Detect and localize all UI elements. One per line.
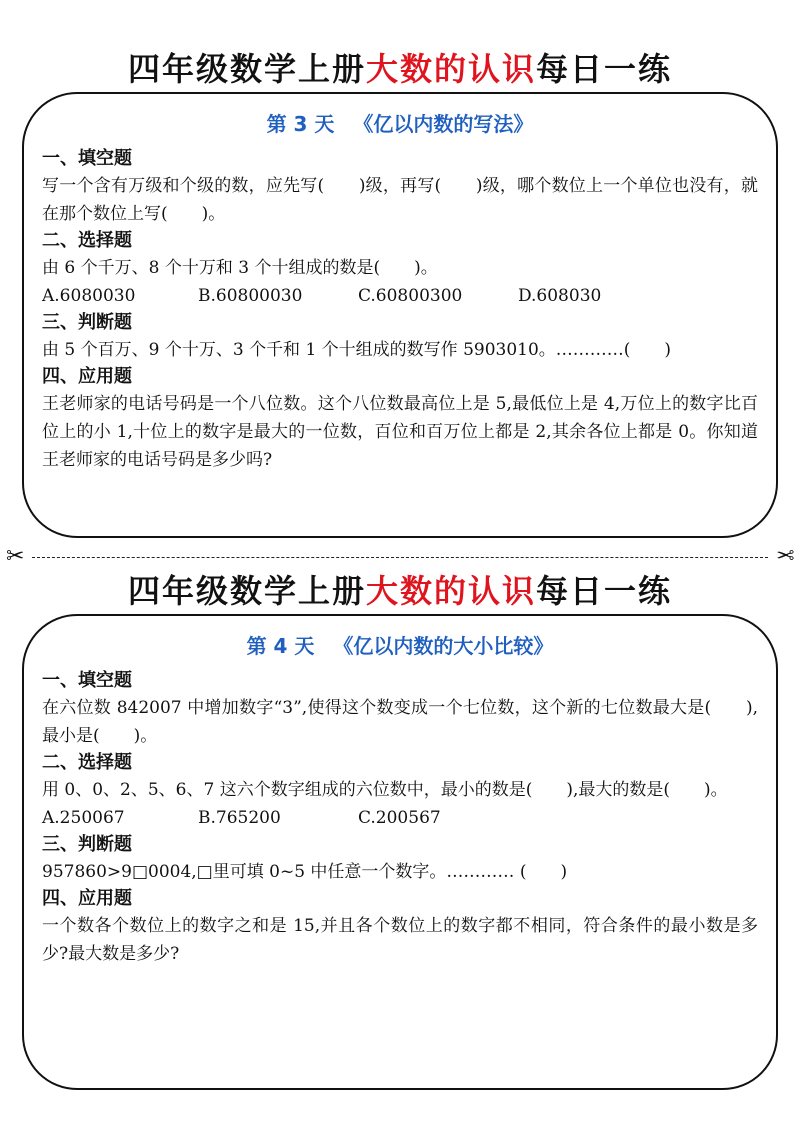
day4-content <box>42 668 758 968</box>
day3-card <box>22 92 778 538</box>
option: A.6080030 <box>42 286 136 306</box>
day3-content <box>42 146 758 474</box>
day4-card <box>22 614 778 1090</box>
section-title: 四、应用题 <box>42 366 132 387</box>
scissors-icon: ✂ <box>6 544 25 569</box>
options-row <box>42 804 758 832</box>
option: C.60800300 <box>358 286 463 306</box>
option: B.60800030 <box>198 286 303 306</box>
options-row <box>42 282 758 310</box>
day3-topic: 《亿以内数的写法》 <box>353 112 534 136</box>
day4-heading <box>24 630 776 659</box>
section-title: 二、选择题 <box>42 752 132 773</box>
section-title: 二、选择题 <box>42 230 132 251</box>
title-suffix: 每日一练 <box>536 572 673 610</box>
question-text: 王老师家的电话号码是一个八位数。这个八位数最高位上是 5,最低位上是 4,万位上的数字比百位上的小 1,十位上的数字是最大的一位数，百位和百万位上都是 2,其余各位上都是 0。你知道王老师家的电话号码是多少吗? <box>42 394 758 470</box>
question-text: 在六位数 842007 中增加数字“3”,使得这个数变成一个七位数，这个新的七位数最大是( ),最小是( )。 <box>42 698 758 746</box>
section-title: 一、填空题 <box>42 670 132 691</box>
question-text: 957860>9□0004,□里可填 0~5 中任意一个数字。………… ( ) <box>42 862 568 882</box>
title-highlight: 大数的认识 <box>365 50 536 88</box>
day3-label: 第 3 天 <box>266 112 335 136</box>
option: A.250067 <box>42 808 125 828</box>
scissors-icon: ✂ <box>775 544 794 569</box>
question-text: 由 5 个百万、9 个十万、3 个千和 1 个十组成的数写作 5903010。…………( ) <box>42 340 672 360</box>
section-title: 三、判断题 <box>42 312 132 333</box>
day3-heading <box>24 108 776 137</box>
title-prefix: 四年级数学上册 <box>127 50 366 88</box>
page-title-top <box>0 44 800 90</box>
option: C.200567 <box>358 808 441 828</box>
cut-line <box>6 544 794 569</box>
title-highlight: 大数的认识 <box>365 572 536 610</box>
option: D.608030 <box>518 286 602 306</box>
question-text: 由 6 个千万、8 个十万和 3 个十组成的数是( )。 <box>42 258 438 278</box>
option: B.765200 <box>198 808 281 828</box>
dashed-divider <box>32 557 768 558</box>
page-title-bottom <box>0 566 800 612</box>
question-text: 用 0、0、2、5、6、7 这六个数字组成的六位数中，最小的数是( ),最大的数是( )。 <box>42 780 728 800</box>
question-text: 一个数各个数位上的数字之和是 15,并且各个数位上的数字都不相同，符合条件的最小数是多少?最大数是多少? <box>42 916 758 964</box>
section-title: 一、填空题 <box>42 148 132 169</box>
question-text: 写一个含有万级和个级的数，应先写( )级，再写( )级，哪个数位上一个单位也没有，就在那个数位上写( )。 <box>42 176 758 224</box>
section-title: 三、判断题 <box>42 834 132 855</box>
title-suffix: 每日一练 <box>536 50 673 88</box>
day4-label: 第 4 天 <box>246 634 315 658</box>
section-title: 四、应用题 <box>42 888 132 909</box>
day4-topic: 《亿以内数的大小比较》 <box>333 634 554 658</box>
title-prefix: 四年级数学上册 <box>127 572 366 610</box>
